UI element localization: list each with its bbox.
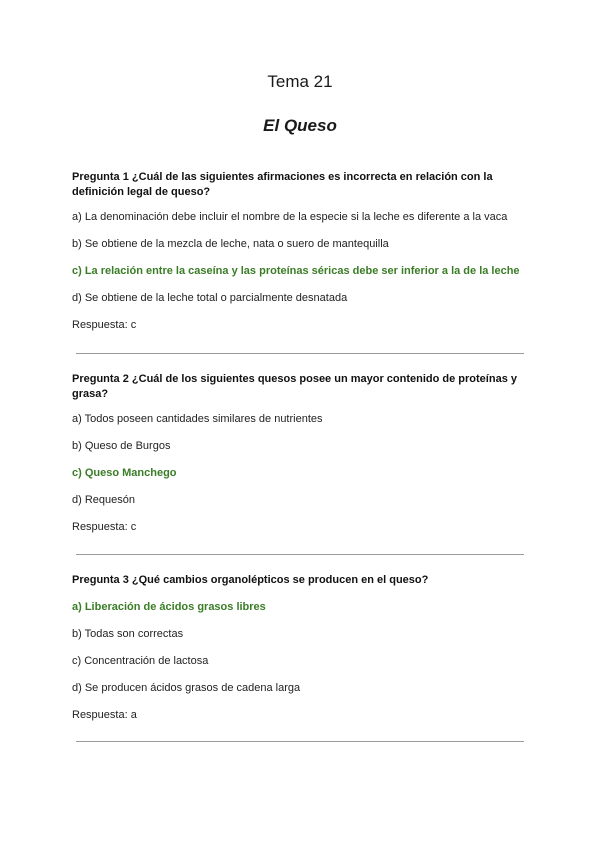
option-d: d) Requesón [72, 494, 135, 506]
option-b: b) Se obtiene de la mezcla de leche, nata o suero de mantequilla [72, 238, 389, 250]
option-a: a) Todos poseen cantidades similares de nutrientes [72, 413, 323, 425]
topic-heading: Tema 21 [267, 72, 333, 91]
question-block-2 [72, 372, 528, 542]
question-text: Pregunta 3 ¿Qué cambios organolépticos se producen en el queso? [72, 574, 429, 586]
document-title: El Queso [263, 116, 337, 135]
question-block-3 [72, 573, 528, 728]
question-divider-2 [76, 554, 524, 555]
question-text: Pregunta 2 ¿Cuál de los siguientes quesos posee un mayor contenido de proteínas y grasa? [72, 373, 517, 400]
option-d: d) Se obtiene de la leche total o parcialmente desnatada [72, 292, 348, 304]
option-c-correct: c) Queso Manchego [72, 467, 177, 479]
option-b: b) Queso de Burgos [72, 440, 171, 452]
option-a: a) La denominación debe incluir el nombre de la especie si la leche es diferente a la vaca [72, 211, 508, 223]
answer-text: Respuesta: c [72, 521, 137, 533]
option-c-correct: c) La relación entre la caseína y las proteínas séricas debe ser inferior a la de la leche [72, 265, 520, 277]
answer-text: Respuesta: a [72, 709, 137, 721]
question-text: Pregunta 1 ¿Cuál de las siguientes afirmaciones es incorrecta en relación con la definición legal de queso? [72, 171, 493, 198]
question-divider-1 [76, 353, 524, 354]
answer-text: Respuesta: c [72, 319, 137, 331]
option-d: d) Se producen ácidos grasos de cadena larga [72, 682, 301, 694]
option-c: c) Concentración de lactosa [72, 655, 209, 667]
option-a-correct: a) Liberación de ácidos grasos libres [72, 601, 266, 613]
option-b: b) Todas son correctas [72, 628, 184, 640]
question-block-1 [72, 170, 528, 340]
question-divider-3 [76, 741, 524, 742]
